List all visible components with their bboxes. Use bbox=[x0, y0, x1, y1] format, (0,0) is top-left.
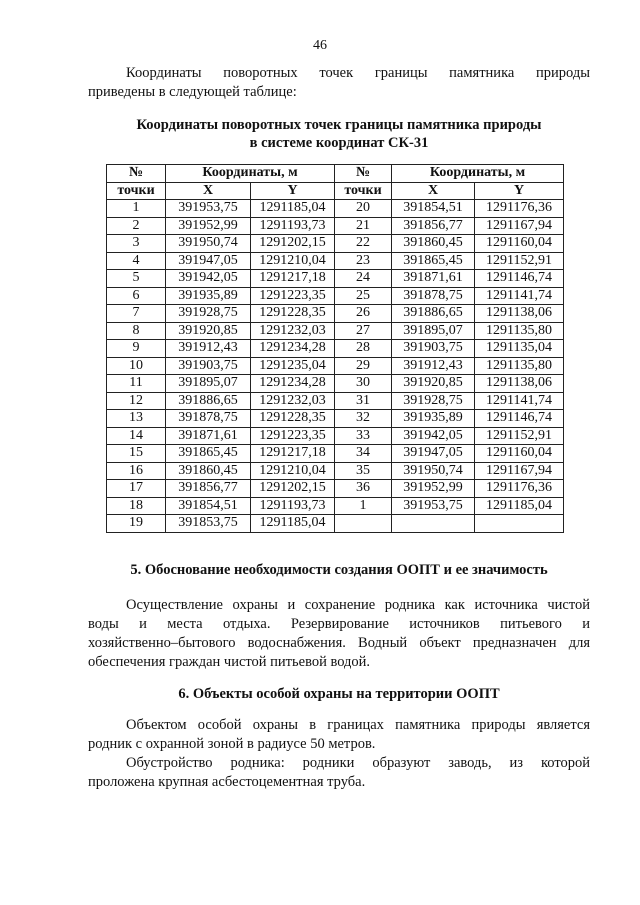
cell-x-right: 391860,45 bbox=[392, 235, 475, 253]
section5-line-4: обеспечения граждан чистой питьевой водой. bbox=[88, 654, 371, 670]
cell-y-left: 1291210,04 bbox=[251, 462, 335, 480]
section6-p2-line-2: проложена крупная асбестоцементная труба. bbox=[88, 774, 366, 790]
cell-x-right: 391856,77 bbox=[392, 217, 475, 235]
table-row bbox=[107, 462, 564, 480]
table-body bbox=[107, 200, 564, 533]
cell-point-number-left: 6 bbox=[107, 287, 166, 305]
cell-point-number-left: 17 bbox=[107, 480, 166, 498]
cell-x-left: 391856,77 bbox=[166, 480, 251, 498]
cell-y-left: 1291193,73 bbox=[251, 217, 335, 235]
cell-point-number-left: 18 bbox=[107, 497, 166, 515]
cell-y-left: 1291193,73 bbox=[251, 497, 335, 515]
cell-y-left: 1291234,28 bbox=[251, 340, 335, 358]
table-row bbox=[107, 392, 564, 410]
cell-x-left: 391860,45 bbox=[166, 462, 251, 480]
table-row bbox=[107, 217, 564, 235]
cell-y-right: 1291185,04 bbox=[475, 497, 564, 515]
page-number: 46 bbox=[313, 38, 327, 53]
cell-x-left: 391920,85 bbox=[166, 322, 251, 340]
cell-point-number-right: 30 bbox=[335, 375, 392, 393]
cell-point-number-right: 31 bbox=[335, 392, 392, 410]
cell-y-right: 1291141,74 bbox=[475, 287, 564, 305]
table-row bbox=[107, 427, 564, 445]
cell-y-left: 1291210,04 bbox=[251, 252, 335, 270]
table-row bbox=[107, 322, 564, 340]
cell-y-left: 1291185,04 bbox=[251, 515, 335, 533]
cell-point-number-left: 19 bbox=[107, 515, 166, 533]
cell-x-left: 391935,89 bbox=[166, 287, 251, 305]
cell-y-right: 1291152,91 bbox=[475, 427, 564, 445]
header-no-right: № bbox=[335, 165, 392, 183]
cell-x-right: 391942,05 bbox=[392, 427, 475, 445]
cell-y-right: 1291135,80 bbox=[475, 322, 564, 340]
cell-y-right: 1291138,06 bbox=[475, 305, 564, 323]
cell-point-number-left: 3 bbox=[107, 235, 166, 253]
cell-x-right: 391952,99 bbox=[392, 480, 475, 498]
cell-y-right: 1291141,74 bbox=[475, 392, 564, 410]
table-row bbox=[107, 270, 564, 288]
cell-x-left: 391854,51 bbox=[166, 497, 251, 515]
section6-heading: 6. Объекты особой охраны на территории ООПТ bbox=[178, 686, 500, 702]
table-row bbox=[107, 410, 564, 428]
cell-y-right: 1291135,80 bbox=[475, 357, 564, 375]
table-row bbox=[107, 287, 564, 305]
section5-line-2: воды и места отдыха. Резервирование источников питьевого и bbox=[88, 616, 590, 632]
cell-point-number-right: 34 bbox=[335, 445, 392, 463]
cell-point-number-right: 35 bbox=[335, 462, 392, 480]
table-row bbox=[107, 200, 564, 218]
cell-y-right: 1291167,94 bbox=[475, 217, 564, 235]
table-row bbox=[107, 445, 564, 463]
header-no-left: № bbox=[107, 165, 166, 183]
cell-y-left: 1291228,35 bbox=[251, 410, 335, 428]
cell-point-number-right: 1 bbox=[335, 497, 392, 515]
table-row bbox=[107, 305, 564, 323]
cell-x-left: 391950,74 bbox=[166, 235, 251, 253]
cell-x-left: 391942,05 bbox=[166, 270, 251, 288]
cell-x-left: 391871,61 bbox=[166, 427, 251, 445]
cell-x-right: 391854,51 bbox=[392, 200, 475, 218]
cell-x-right: 391928,75 bbox=[392, 392, 475, 410]
cell-point-number-right: 25 bbox=[335, 287, 392, 305]
header-x-right: X bbox=[392, 182, 475, 200]
cell-y-left: 1291232,03 bbox=[251, 392, 335, 410]
section5-line-3: хозяйственно–бытового водоснабжения. Водный объект предназначен для bbox=[88, 635, 590, 651]
table-header-row bbox=[107, 165, 564, 183]
cell-y-left: 1291202,15 bbox=[251, 235, 335, 253]
cell-x-right: 391950,74 bbox=[392, 462, 475, 480]
cell-x-right: 391865,45 bbox=[392, 252, 475, 270]
cell-x-right: 391895,07 bbox=[392, 322, 475, 340]
cell-point-number-left: 9 bbox=[107, 340, 166, 358]
header-y-right: Y bbox=[475, 182, 564, 200]
cell-y-right: 1291135,04 bbox=[475, 340, 564, 358]
cell-point-number-right: 26 bbox=[335, 305, 392, 323]
table-row bbox=[107, 497, 564, 515]
header-points-right: точки bbox=[335, 182, 392, 200]
table-title-line-1: Координаты поворотных точек границы памятника природы bbox=[136, 117, 542, 133]
table-title-line-2: в системе координат СК-31 bbox=[249, 135, 429, 151]
cell-point-number-right bbox=[335, 515, 392, 533]
cell-y-right: 1291176,36 bbox=[475, 200, 564, 218]
table-row bbox=[107, 357, 564, 375]
cell-y-right: 1291167,94 bbox=[475, 462, 564, 480]
cell-point-number-left: 7 bbox=[107, 305, 166, 323]
section6-p1-line-2: родник с охранной зоной в радиусе 50 метров. bbox=[88, 736, 376, 752]
header-coords-left: Координаты, м bbox=[166, 165, 335, 183]
table-row bbox=[107, 252, 564, 270]
cell-y-left: 1291202,15 bbox=[251, 480, 335, 498]
header-x-left: X bbox=[166, 182, 251, 200]
cell-y-right: 1291146,74 bbox=[475, 410, 564, 428]
cell-y-left: 1291234,28 bbox=[251, 375, 335, 393]
cell-y-right: 1291160,04 bbox=[475, 445, 564, 463]
cell-y-left: 1291223,35 bbox=[251, 287, 335, 305]
coordinates-table bbox=[106, 164, 564, 533]
section5-heading: 5. Обоснование необходимости создания ООПТ и ее значимость bbox=[130, 562, 548, 578]
cell-x-left: 391865,45 bbox=[166, 445, 251, 463]
cell-point-number-left: 15 bbox=[107, 445, 166, 463]
table-row bbox=[107, 375, 564, 393]
cell-point-number-right: 24 bbox=[335, 270, 392, 288]
cell-x-right: 391947,05 bbox=[392, 445, 475, 463]
cell-point-number-right: 33 bbox=[335, 427, 392, 445]
section5-line-1: Осуществление охраны и сохранение родника как источника чистой bbox=[126, 597, 590, 613]
header-points-left: точки bbox=[107, 182, 166, 200]
section6-p1-line-1: Объектом особой охраны в границах памятника природы является bbox=[126, 717, 590, 733]
cell-y-left: 1291185,04 bbox=[251, 200, 335, 218]
cell-y-left: 1291223,35 bbox=[251, 427, 335, 445]
cell-point-number-left: 10 bbox=[107, 357, 166, 375]
cell-point-number-left: 4 bbox=[107, 252, 166, 270]
cell-x-left: 391912,43 bbox=[166, 340, 251, 358]
cell-y-left: 1291217,18 bbox=[251, 270, 335, 288]
cell-x-left: 391953,75 bbox=[166, 200, 251, 218]
header-coords-right: Координаты, м bbox=[392, 165, 564, 183]
cell-point-number-left: 8 bbox=[107, 322, 166, 340]
cell-point-number-right: 22 bbox=[335, 235, 392, 253]
cell-y-right bbox=[475, 515, 564, 533]
cell-point-number-left: 11 bbox=[107, 375, 166, 393]
cell-y-left: 1291217,18 bbox=[251, 445, 335, 463]
cell-y-right: 1291152,91 bbox=[475, 252, 564, 270]
cell-x-left: 391853,75 bbox=[166, 515, 251, 533]
cell-x-right: 391886,65 bbox=[392, 305, 475, 323]
cell-x-left: 391895,07 bbox=[166, 375, 251, 393]
cell-x-left: 391928,75 bbox=[166, 305, 251, 323]
cell-x-left: 391886,65 bbox=[166, 392, 251, 410]
cell-y-left: 1291232,03 bbox=[251, 322, 335, 340]
cell-y-right: 1291176,36 bbox=[475, 480, 564, 498]
cell-point-number-right: 20 bbox=[335, 200, 392, 218]
cell-x-right: 391912,43 bbox=[392, 357, 475, 375]
cell-point-number-left: 13 bbox=[107, 410, 166, 428]
cell-y-left: 1291228,35 bbox=[251, 305, 335, 323]
cell-point-number-right: 28 bbox=[335, 340, 392, 358]
table-row bbox=[107, 480, 564, 498]
cell-y-right: 1291146,74 bbox=[475, 270, 564, 288]
table-row bbox=[107, 235, 564, 253]
cell-point-number-left: 1 bbox=[107, 200, 166, 218]
cell-point-number-right: 29 bbox=[335, 357, 392, 375]
cell-point-number-right: 27 bbox=[335, 322, 392, 340]
cell-y-right: 1291138,06 bbox=[475, 375, 564, 393]
cell-x-right: 391903,75 bbox=[392, 340, 475, 358]
cell-point-number-right: 32 bbox=[335, 410, 392, 428]
cell-point-number-right: 21 bbox=[335, 217, 392, 235]
cell-point-number-left: 5 bbox=[107, 270, 166, 288]
cell-x-left: 391878,75 bbox=[166, 410, 251, 428]
cell-x-right: 391953,75 bbox=[392, 497, 475, 515]
cell-y-left: 1291235,04 bbox=[251, 357, 335, 375]
cell-x-right: 391920,85 bbox=[392, 375, 475, 393]
cell-point-number-right: 23 bbox=[335, 252, 392, 270]
table-row bbox=[107, 340, 564, 358]
cell-x-right: 391935,89 bbox=[392, 410, 475, 428]
cell-point-number-left: 2 bbox=[107, 217, 166, 235]
cell-x-left: 391952,99 bbox=[166, 217, 251, 235]
cell-point-number-right: 36 bbox=[335, 480, 392, 498]
cell-y-right: 1291160,04 bbox=[475, 235, 564, 253]
intro-line-1: Координаты поворотных точек границы памятника природы bbox=[126, 65, 590, 81]
intro-line-2: приведены в следующей таблице: bbox=[88, 84, 297, 100]
table-subheader-row bbox=[107, 182, 564, 200]
cell-x-left: 391903,75 bbox=[166, 357, 251, 375]
cell-x-right: 391871,61 bbox=[392, 270, 475, 288]
table-row bbox=[107, 515, 564, 533]
cell-point-number-left: 12 bbox=[107, 392, 166, 410]
cell-x-right: 391878,75 bbox=[392, 287, 475, 305]
header-y-left: Y bbox=[251, 182, 335, 200]
cell-x-right bbox=[392, 515, 475, 533]
cell-x-left: 391947,05 bbox=[166, 252, 251, 270]
section6-p2-line-1: Обустройство родника: родники образуют заводь, из которой bbox=[126, 755, 590, 771]
cell-point-number-left: 14 bbox=[107, 427, 166, 445]
cell-point-number-left: 16 bbox=[107, 462, 166, 480]
